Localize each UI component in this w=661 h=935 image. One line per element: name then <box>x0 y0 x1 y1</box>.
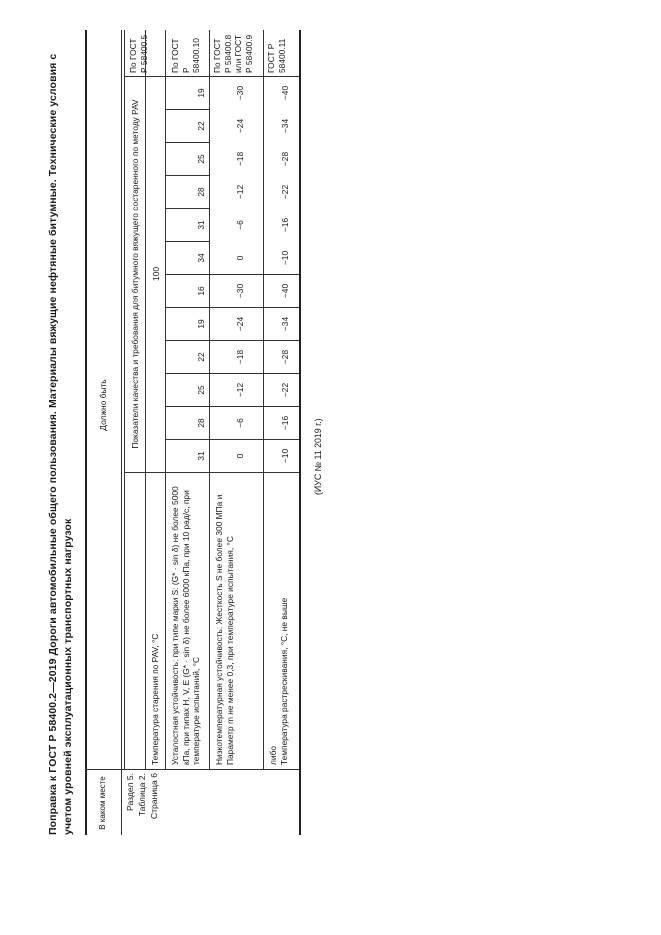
r3-v1: −10 <box>280 448 290 464</box>
r1-v11: 22 <box>196 121 206 131</box>
r3-v11: −34 <box>280 118 290 134</box>
inner-header-line <box>145 30 146 770</box>
inner-top-line <box>124 30 125 770</box>
r2-v12: −30 <box>235 85 245 101</box>
row3-prefix: либо <box>268 745 278 765</box>
row2-std: По ГОСТ Р 58400.8 или ГОСТ Р 58400.9 <box>212 34 254 73</box>
vcol-5 <box>165 307 299 308</box>
r1-v10: 25 <box>196 154 206 164</box>
label-divider <box>124 472 299 473</box>
row3-std: ГОСТ Р 58400.11 <box>266 38 287 73</box>
r2-v11: −24 <box>235 118 245 134</box>
r1-v7: 34 <box>196 253 206 263</box>
r1-v1: 31 <box>196 451 206 461</box>
r2-v10: −18 <box>235 151 245 167</box>
r3-v3: −22 <box>280 382 290 398</box>
r3-v5: −34 <box>280 316 290 332</box>
row2-line <box>263 30 264 770</box>
r1-v5: 19 <box>196 319 206 329</box>
header-should: Должно быть <box>97 379 108 431</box>
vcol-4 <box>165 340 299 341</box>
table-bottom-line <box>299 30 301 835</box>
quality-header: Показатели качества и требования для битумного вяжущего состаренного по методу PAV <box>129 99 140 449</box>
aging-label: Температура старения по PAV, °С <box>150 633 160 765</box>
r3-v8: −16 <box>280 217 290 233</box>
row1-std: По ГОСТ Р 58400.10 <box>170 38 202 73</box>
r2-v4: −18 <box>235 349 245 365</box>
r3-v4: −28 <box>280 349 290 365</box>
r1-v4: 22 <box>196 352 206 362</box>
r1-v2: 28 <box>196 418 206 428</box>
row2-label: Низкотемпературная устойчивость: Жесткость S не более 300 МПа и Параметр m не менее 0,3, при температуре испытания, °С <box>214 494 235 765</box>
std-first: По ГОСТ Р 58400.5 <box>128 34 149 73</box>
r2-v8: −6 <box>235 220 245 230</box>
r2-v5: −24 <box>235 316 245 332</box>
place-cell: Раздел 5. Таблица 2. Страница 6 <box>125 773 159 820</box>
vcol-1 <box>165 439 299 440</box>
r3-v10: −28 <box>280 151 290 167</box>
r3-v6: −40 <box>280 283 290 299</box>
r2-v6: −30 <box>235 283 245 299</box>
header-place: В каком месте <box>97 776 107 830</box>
r3-v7: −10 <box>280 250 290 266</box>
r1-v6: 16 <box>196 286 206 296</box>
header-bottom-line <box>121 30 122 835</box>
table-top-line <box>85 30 87 835</box>
r3-v2: −16 <box>280 415 290 431</box>
vcol-6 <box>165 274 299 275</box>
aging-row-line <box>165 30 166 770</box>
r1-v12: 19 <box>196 88 206 98</box>
row3-label: Температура растрескивания, °С, не выше <box>279 597 289 765</box>
r2-v1: 0 <box>235 453 245 459</box>
document-title: Поправка к ГОСТ Р 58400.2—2019 Дороги автомобильные общего пользования. Материалы вяжущие нефтяные битумные. Технические условия с учетом уровней эксплуатационных транспортных нагрузок <box>47 53 74 835</box>
r3-v12: −40 <box>280 85 290 101</box>
aging-value: 100 <box>150 267 161 281</box>
row1-label: Усталостная устойчивость: при типе марки S: (G* · sin δ) не более 5000 кПа, при типах H, V, E (G* · sin δ) не более 6000 кПа, при 10 рад/с, при температуре испытаний, °С <box>170 486 202 765</box>
vcol-2 <box>165 406 299 407</box>
r1-v8: 31 <box>196 220 206 230</box>
inner-left <box>124 769 299 770</box>
footer-note: (ИУС № 11 2019 г.) <box>313 418 323 495</box>
r2-v2: −6 <box>235 418 245 428</box>
r2-v9: −12 <box>235 184 245 200</box>
r3-v9: −22 <box>280 184 290 200</box>
r2-v7: 0 <box>235 255 245 261</box>
r2-v3: −12 <box>235 382 245 398</box>
row1-line <box>209 30 210 770</box>
std-divider <box>124 76 299 77</box>
vcol-3 <box>165 373 299 374</box>
r1-v3: 25 <box>196 385 206 395</box>
r1-v9: 28 <box>196 187 206 197</box>
